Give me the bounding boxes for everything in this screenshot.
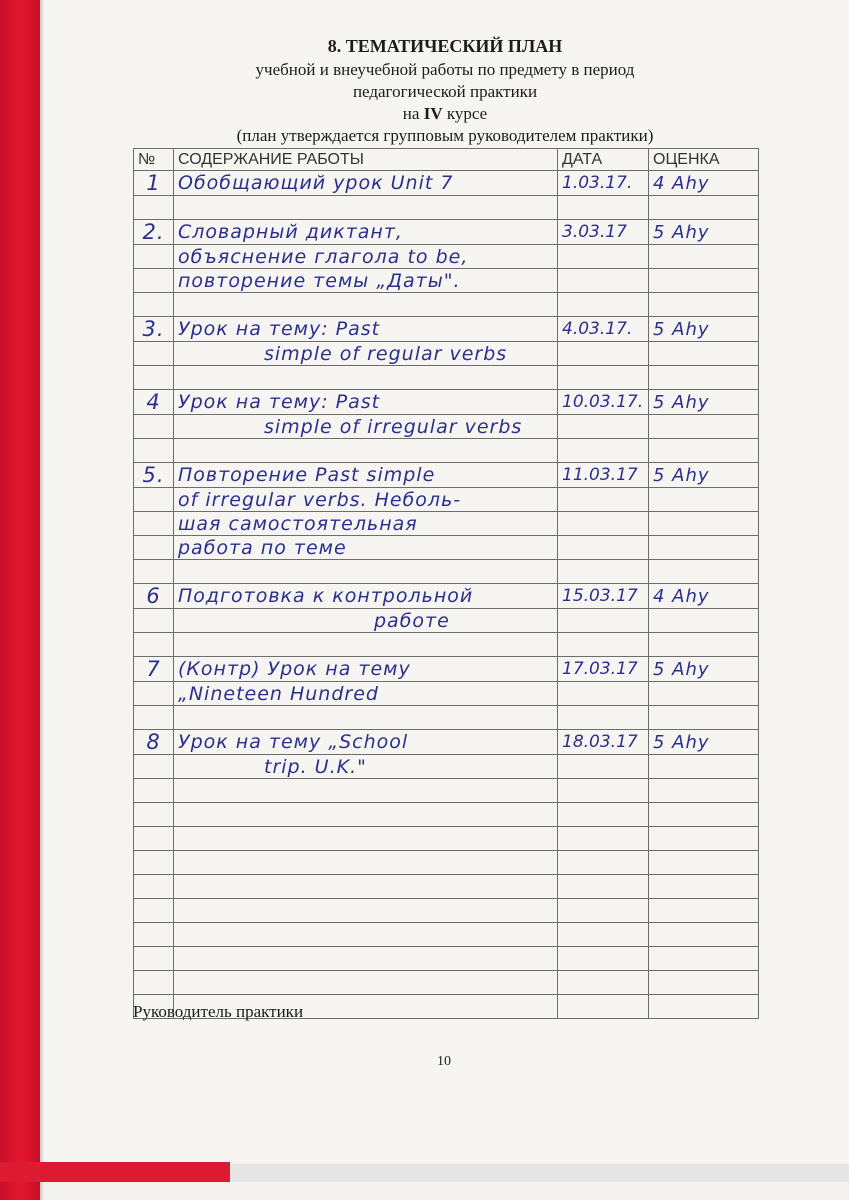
table-row: [134, 245, 759, 269]
row-date: 11.03.17: [558, 463, 649, 488]
row-grade: [649, 609, 759, 633]
row-grade: 5 Ahy: [649, 463, 759, 488]
row-grade: 5 Ahy: [649, 390, 759, 415]
row-grade: [649, 196, 759, 220]
table-row: [134, 293, 759, 317]
row-date: [558, 706, 649, 730]
row-number: [134, 196, 174, 220]
table-row: [134, 390, 759, 415]
row-grade: [649, 995, 759, 1019]
row-grade: [649, 875, 759, 899]
row-content: [174, 779, 558, 803]
supervisor-label: Руководитель практики: [133, 1002, 304, 1021]
row-grade: 5 Ahy: [649, 220, 759, 245]
row-content: [174, 851, 558, 875]
row-grade: [649, 560, 759, 584]
row-grade: 5 Ahy: [649, 657, 759, 682]
page-bottom-edge: [230, 1164, 849, 1182]
row-content: [174, 923, 558, 947]
row-number: [134, 875, 174, 899]
table-row: [134, 584, 759, 609]
table-row: [134, 779, 759, 803]
row-date: [558, 682, 649, 706]
row-grade: 5 Ahy: [649, 317, 759, 342]
row-content: (Контр) Урок на тему: [174, 657, 558, 682]
row-number: [134, 609, 174, 633]
row-date: [558, 366, 649, 390]
row-content: [174, 827, 558, 851]
table-row: [134, 488, 759, 512]
course-number: IV: [423, 104, 443, 123]
table-row: [134, 536, 759, 560]
row-content: [174, 366, 558, 390]
row-grade: [649, 342, 759, 366]
row-date: [558, 779, 649, 803]
row-grade: [649, 488, 759, 512]
row-grade: [649, 269, 759, 293]
table-row: [134, 512, 759, 536]
row-number: [134, 342, 174, 366]
row-date: [558, 875, 649, 899]
page-number: 10: [437, 1054, 451, 1069]
course-prefix: на: [402, 104, 424, 123]
row-grade: [649, 923, 759, 947]
row-date: [558, 755, 649, 779]
row-number: 2.: [134, 220, 174, 245]
row-date: 10.03.17.: [558, 390, 649, 415]
row-number: 3.: [134, 317, 174, 342]
table-row: [134, 609, 759, 633]
row-date: [558, 293, 649, 317]
row-date: [558, 245, 649, 269]
row-content: Урок на тему „School: [174, 730, 558, 755]
row-number: [134, 293, 174, 317]
row-number: [134, 439, 174, 463]
row-date: [558, 947, 649, 971]
table-body: [134, 171, 759, 1019]
row-grade: 4 Ahy: [649, 171, 759, 196]
row-number: [134, 803, 174, 827]
row-number: 6: [134, 584, 174, 609]
row-number: [134, 366, 174, 390]
row-date: 18.03.17: [558, 730, 649, 755]
row-content: [174, 196, 558, 220]
row-date: [558, 512, 649, 536]
column-header-number: №: [134, 149, 174, 171]
row-content: „Nineteen Hundred: [174, 682, 558, 706]
row-number: 4: [134, 390, 174, 415]
row-content: работа по теме: [174, 536, 558, 560]
row-content: [174, 706, 558, 730]
row-content: [174, 803, 558, 827]
subtitle-line-1: учебной и внеучебной работы по предмету в период: [255, 60, 635, 79]
row-content: Подготовка к контрольной: [174, 584, 558, 609]
row-date: 17.03.17: [558, 657, 649, 682]
row-grade: [649, 293, 759, 317]
document-title: 8. ТЕМАТИЧЕСКИЙ ПЛАН: [327, 36, 563, 56]
row-content: trip. U.K.": [174, 755, 558, 779]
row-date: [558, 995, 649, 1019]
row-grade: [649, 899, 759, 923]
row-grade: [649, 971, 759, 995]
row-number: [134, 536, 174, 560]
row-content: [174, 293, 558, 317]
table-row: [134, 971, 759, 995]
row-date: 3.03.17: [558, 220, 649, 245]
row-content: [174, 439, 558, 463]
row-date: [558, 439, 649, 463]
row-date: [558, 560, 649, 584]
row-date: [558, 342, 649, 366]
row-date: [558, 415, 649, 439]
row-date: [558, 196, 649, 220]
row-content: Обобщающий урок Unit 7: [174, 171, 558, 196]
table-row: [134, 803, 759, 827]
row-number: 1: [134, 171, 174, 196]
row-number: [134, 779, 174, 803]
row-content: Словарный диктант,: [174, 220, 558, 245]
row-number: [134, 560, 174, 584]
row-content: [174, 947, 558, 971]
row-date: [558, 269, 649, 293]
row-content: повторение темы „Даты".: [174, 269, 558, 293]
row-content: simple of regular verbs: [174, 342, 558, 366]
red-binding: [0, 0, 40, 1200]
table-row: [134, 682, 759, 706]
row-date: [558, 803, 649, 827]
row-number: [134, 633, 174, 657]
row-number: [134, 706, 174, 730]
table-row: [134, 463, 759, 488]
row-grade: [649, 803, 759, 827]
row-date: [558, 971, 649, 995]
table-row: [134, 947, 759, 971]
row-grade: [649, 633, 759, 657]
row-number: [134, 245, 174, 269]
subtitle-line-4: (план утверждается групповым руководителем практики): [236, 126, 654, 145]
table-row: [134, 730, 759, 755]
column-header-content: СОДЕРЖАНИЕ РАБОТЫ: [174, 149, 558, 171]
subtitle-line-3: [130, 104, 760, 124]
row-date: 4.03.17.: [558, 317, 649, 342]
row-date: [558, 536, 649, 560]
table-header-row: [134, 149, 759, 171]
row-content: of irregular verbs. Неболь-: [174, 488, 558, 512]
row-grade: [649, 706, 759, 730]
row-date: 15.03.17: [558, 584, 649, 609]
table-row: [134, 269, 759, 293]
table-row: [134, 851, 759, 875]
row-content: [174, 971, 558, 995]
row-content: Урок на тему: Past: [174, 317, 558, 342]
row-content: [174, 899, 558, 923]
row-grade: [649, 512, 759, 536]
row-content: Повторение Past simple: [174, 463, 558, 488]
table-row: [134, 171, 759, 196]
row-date: 1.03.17.: [558, 171, 649, 196]
table-row: [134, 923, 759, 947]
row-date: [558, 827, 649, 851]
row-date: [558, 633, 649, 657]
row-grade: [649, 755, 759, 779]
row-number: [134, 923, 174, 947]
row-content: Урок на тему: Past: [174, 390, 558, 415]
row-number: [134, 947, 174, 971]
table-row: [134, 439, 759, 463]
row-date: [558, 923, 649, 947]
table-row: [134, 827, 759, 851]
row-number: [134, 682, 174, 706]
row-grade: [649, 439, 759, 463]
table-row: [134, 366, 759, 390]
row-date: [558, 609, 649, 633]
row-number: [134, 899, 174, 923]
table-row: [134, 706, 759, 730]
row-number: [134, 415, 174, 439]
table-row: [134, 220, 759, 245]
table-row: [134, 342, 759, 366]
row-content: [174, 875, 558, 899]
row-grade: [649, 415, 759, 439]
table-row: [134, 875, 759, 899]
row-date: [558, 899, 649, 923]
row-content: шая самостоятельная: [174, 512, 558, 536]
row-grade: [649, 245, 759, 269]
row-number: 5.: [134, 463, 174, 488]
row-content: [174, 560, 558, 584]
table-row: [134, 657, 759, 682]
table-row: [134, 755, 759, 779]
row-number: [134, 755, 174, 779]
row-number: [134, 827, 174, 851]
row-number: [134, 512, 174, 536]
row-content: simple of irregular verbs: [174, 415, 558, 439]
row-number: [134, 488, 174, 512]
row-grade: 4 Ahy: [649, 584, 759, 609]
table-row: [134, 633, 759, 657]
row-grade: [649, 536, 759, 560]
row-number: [134, 269, 174, 293]
table-row: [134, 196, 759, 220]
table-row: [134, 415, 759, 439]
row-content: [174, 633, 558, 657]
row-grade: 5 Ahy: [649, 730, 759, 755]
row-grade: [649, 947, 759, 971]
table-row: [134, 899, 759, 923]
column-header-date: ДАТА: [558, 149, 649, 171]
table-row: [134, 560, 759, 584]
course-suffix: курсе: [442, 104, 488, 123]
row-content: объяснение глагола to be,: [174, 245, 558, 269]
row-number: 8: [134, 730, 174, 755]
row-grade: [649, 682, 759, 706]
red-cover-strip: [0, 1162, 230, 1182]
thematic-plan-table: [133, 148, 759, 1019]
row-grade: [649, 779, 759, 803]
row-number: [134, 851, 174, 875]
column-header-grade: ОЦЕНКА: [649, 149, 759, 171]
row-content: работе: [174, 609, 558, 633]
row-grade: [649, 366, 759, 390]
row-number: [134, 971, 174, 995]
row-number: 7: [134, 657, 174, 682]
table-row: [134, 317, 759, 342]
row-grade: [649, 851, 759, 875]
row-date: [558, 488, 649, 512]
row-date: [558, 851, 649, 875]
subtitle-line-2: педагогической практики: [352, 82, 538, 101]
row-grade: [649, 827, 759, 851]
